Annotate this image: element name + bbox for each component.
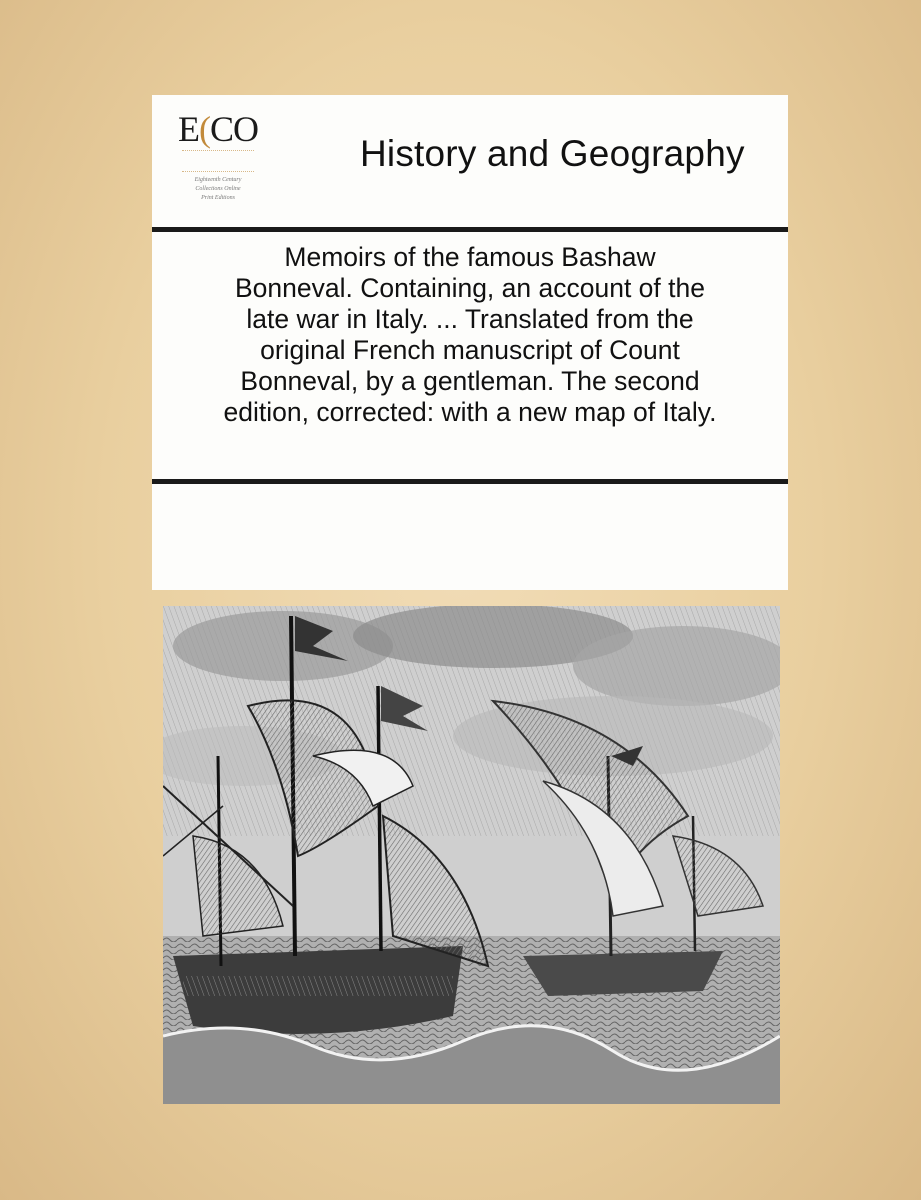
logo-faint-band bbox=[182, 150, 254, 172]
ecco-logo bbox=[168, 109, 268, 214]
title-line: late war in Italy. ... Translated from the bbox=[246, 304, 694, 334]
title-line: Bonneval, by a gentleman. The second bbox=[240, 366, 700, 396]
ship-engraving bbox=[163, 606, 780, 1104]
book-title bbox=[152, 242, 788, 428]
title-box bbox=[152, 232, 788, 479]
title-line: edition, corrected: with a new map of Italy. bbox=[223, 397, 717, 427]
series-title: History and Geography bbox=[360, 133, 745, 174]
cover-header bbox=[152, 95, 788, 227]
title-line: original French manuscript of Count bbox=[260, 335, 680, 365]
title-line: Memoirs of the famous Bashaw bbox=[284, 242, 656, 272]
ship-engraving-art bbox=[163, 606, 780, 1104]
logo-line: Print Editions bbox=[201, 195, 235, 201]
title-line: Bonneval. Containing, an account of the bbox=[235, 273, 705, 303]
logo-mark: E(CO bbox=[177, 109, 258, 149]
logo-line: Collections Online bbox=[195, 186, 241, 192]
blank-panel bbox=[152, 484, 788, 590]
logo-line: Eighteenth Century bbox=[194, 177, 242, 183]
